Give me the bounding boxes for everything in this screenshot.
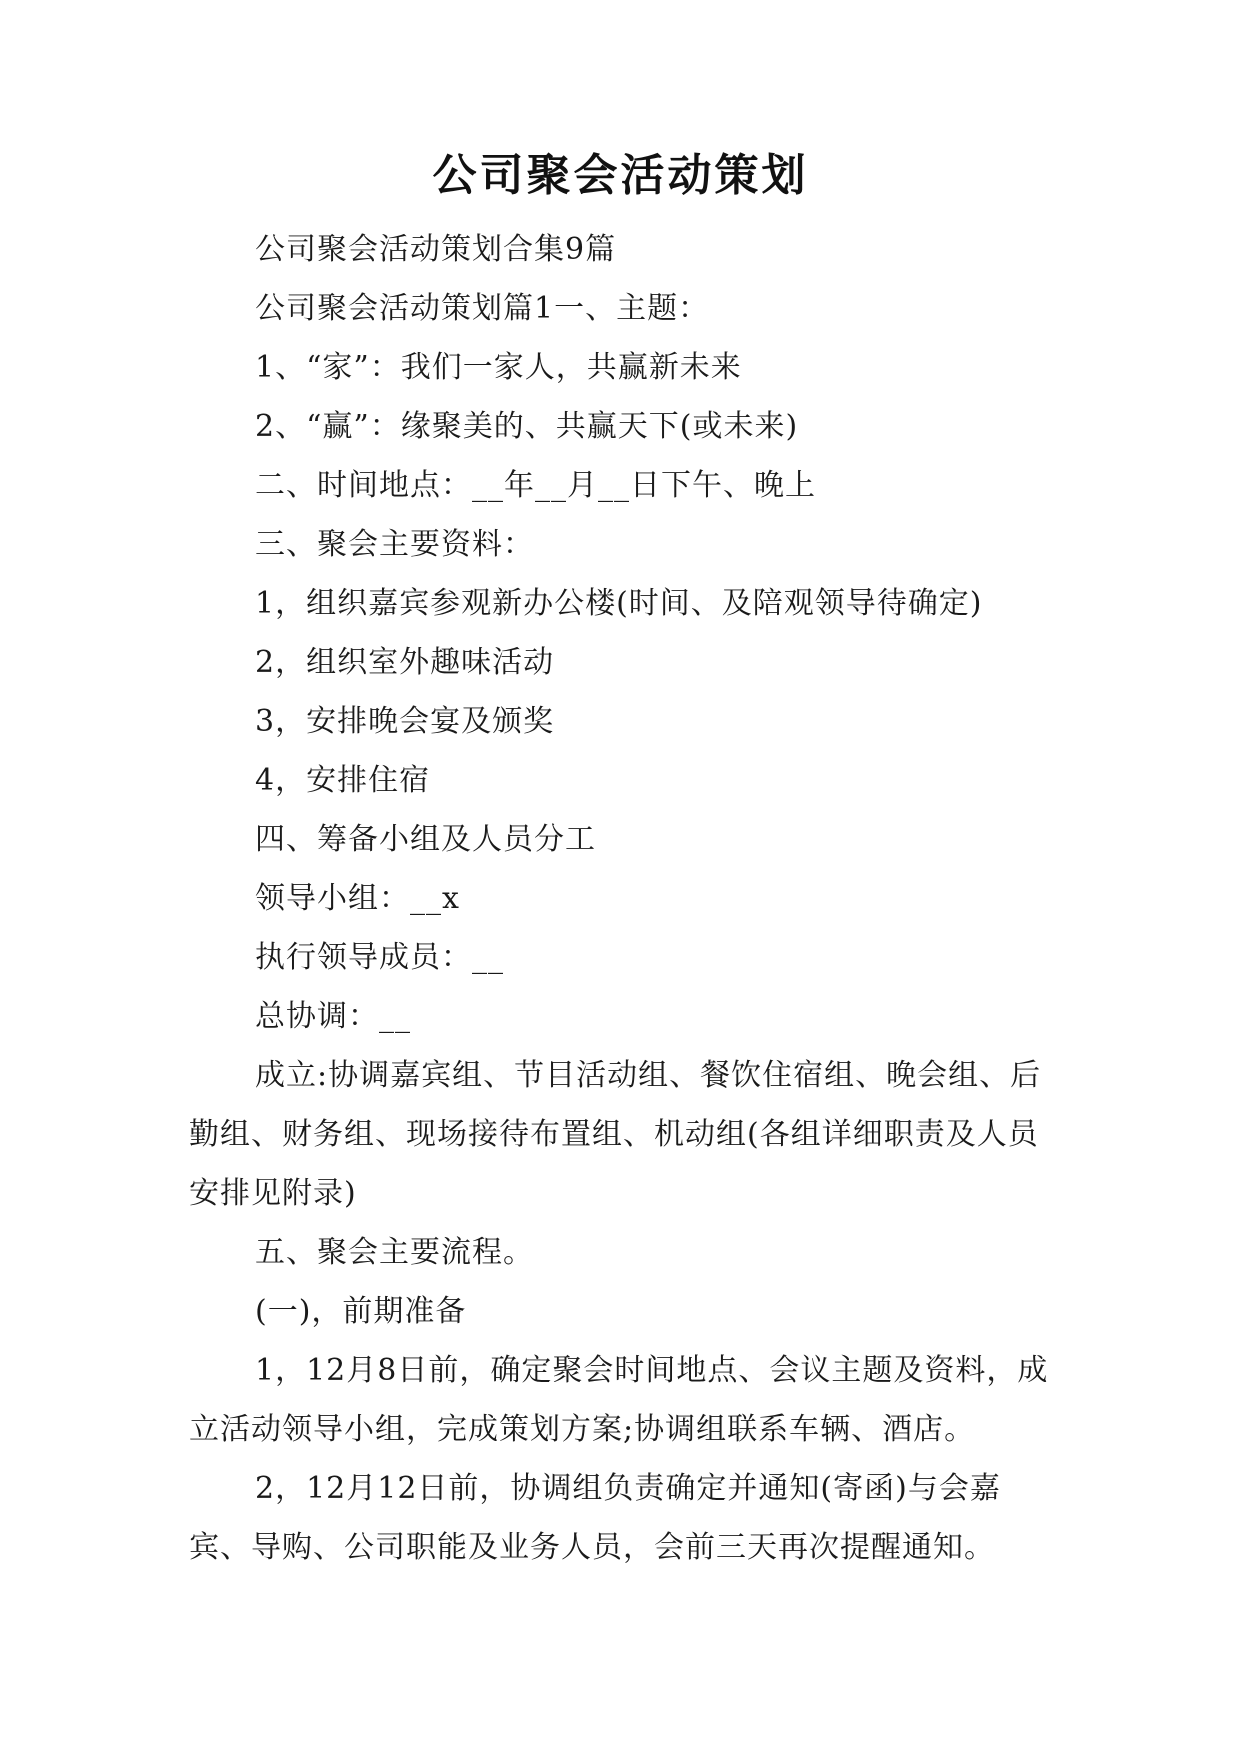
paragraph: 成立:协调嘉宾组、节目活动组、餐饮住宿组、晚会组、后勤组、财务组、现场接待布置组、机动组(各组详细职责及人员安排见附录) [189, 1058, 1042, 1211]
paragraph: 4，安排住宿 [255, 763, 431, 798]
paragraph: 四、筹备小组及人员分工 [255, 822, 596, 857]
paragraph: 1，组织嘉宾参观新办公楼(时间、及陪观领导待确定) [255, 586, 983, 621]
paragraph: 三、聚会主要资料： [255, 527, 534, 562]
document-title: 公司聚会活动策划 [432, 150, 809, 201]
paragraph: 2、“赢”：缘聚美的、共赢天下(或未来) [255, 409, 799, 444]
paragraph: 1，12月8日前，确定聚会时间地点、会议主题及资料，成立活动领导小组，完成策划方案;协调组联系车辆、酒店。 [189, 1353, 1049, 1447]
paragraph: 公司聚会活动策划合集9篇 [255, 232, 617, 267]
paragraph: 2，12月12日前，协调组负责确定并通知(寄函)与会嘉宾、导购、公司职能及业务人员，会前三天再次提醒通知。 [189, 1471, 1001, 1565]
paragraph: (一)，前期准备 [255, 1294, 467, 1329]
paragraph: 五、聚会主要流程。 [255, 1235, 534, 1270]
paragraph: 执行领导成员：__ [255, 940, 504, 975]
paragraph: 总协调：__ [255, 999, 411, 1034]
paragraph: 1、“家”：我们一家人，共赢新未来 [255, 350, 742, 385]
paragraph: 二、时间地点：__年__月__日下午、晚上 [255, 468, 816, 503]
document-body [189, 220, 1049, 1577]
paragraph: 2，组织室外趣味活动 [255, 645, 555, 680]
paragraph: 领导小组：__x [255, 881, 460, 916]
paragraph: 3，安排晚会宴及颁奖 [255, 704, 555, 739]
paragraph: 公司聚会活动策划篇1一、主题： [255, 291, 710, 326]
